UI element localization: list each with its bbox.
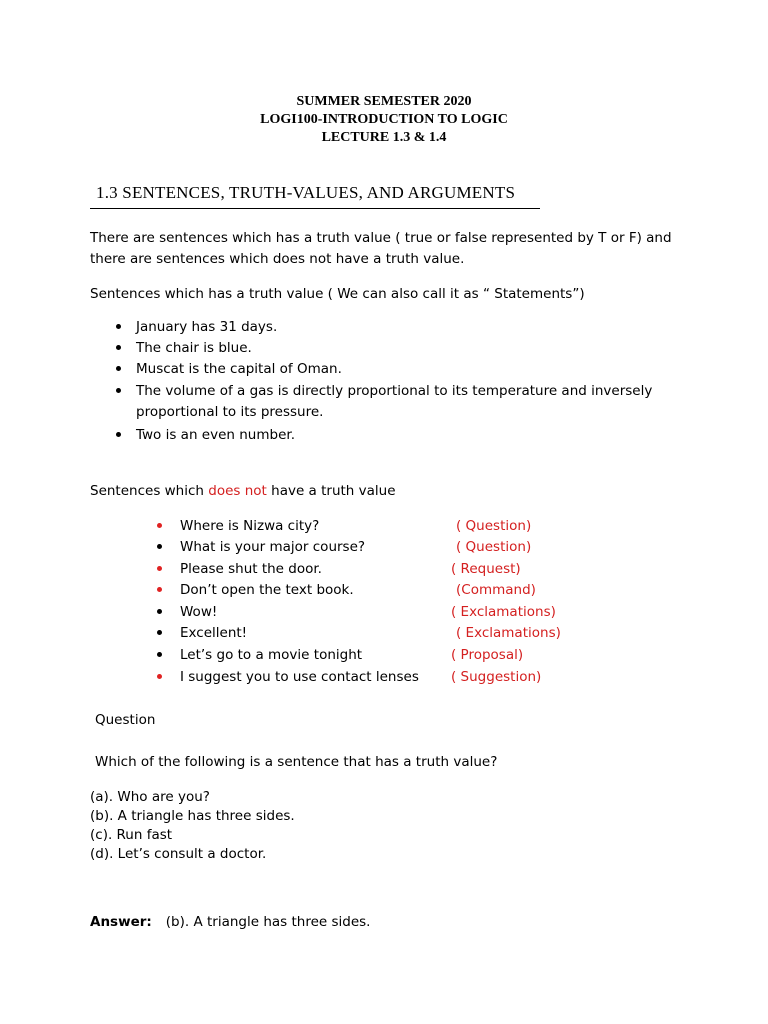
- answer-text: (b). A triangle has three sides.: [165, 914, 371, 930]
- list-item: The chair is blue.: [136, 340, 252, 356]
- answer-line: [90, 912, 370, 933]
- option-a: (a). Who are you?: [90, 789, 210, 805]
- lecture-title: LECTURE 1.3 & 1.4: [321, 130, 447, 145]
- bullet-icon: [157, 544, 162, 549]
- heading-highlight: does not: [208, 483, 267, 499]
- list-item: The volume of a gas is directly proportional to its temperature and inversely: [136, 383, 653, 399]
- option-b: (b). A triangle has three sides.: [90, 808, 295, 824]
- heading-prefix: Sentences which: [90, 483, 209, 499]
- sentence-type-tag: ( Request): [451, 561, 521, 577]
- list-item: Two is an even number.: [136, 427, 295, 443]
- sentence-type-tag: ( Exclamations): [456, 625, 561, 641]
- answer-label: Answer:: [90, 914, 152, 930]
- bullet-icon: [116, 324, 121, 329]
- bullet-icon: [157, 523, 162, 528]
- bullet-icon: [116, 345, 121, 350]
- bullet-icon: [116, 432, 121, 437]
- sentence-type-tag: ( Exclamations): [451, 604, 556, 620]
- course-title: LOGI100-INTRODUCTION TO LOGIC: [260, 112, 508, 127]
- list-item: What is your major course?: [180, 539, 366, 555]
- section-underline: [90, 208, 540, 209]
- bullet-icon: [116, 388, 121, 393]
- sentence-type-tag: (Command): [456, 582, 536, 598]
- section-heading: 1.3 SENTENCES, TRUTH-VALUES, AND ARGUMENTS: [96, 183, 516, 202]
- question-prompt: Which of the following is a sentence that has a truth value?: [95, 754, 498, 770]
- list-item: Muscat is the capital of Oman.: [136, 361, 342, 377]
- list-item: Let’s go to a movie tonight: [180, 647, 363, 663]
- sentence-type-tag: ( Suggestion): [451, 669, 542, 685]
- list-item: Please shut the door.: [180, 561, 322, 577]
- list-item: January has 31 days.: [136, 319, 278, 335]
- list-item: I suggest you to use contact lenses: [180, 669, 419, 685]
- bullet-icon: [157, 652, 162, 657]
- bullet-icon: [116, 366, 121, 371]
- bullet-icon: [157, 630, 162, 635]
- non-statements-heading: [90, 481, 396, 502]
- option-c: (c). Run fast: [90, 827, 173, 843]
- bullet-icon: [157, 609, 162, 614]
- bullet-icon: [157, 566, 162, 571]
- statements-heading: Sentences which has a truth value ( We can also call it as “ Statements”): [90, 286, 585, 302]
- list-item: Wow!: [180, 604, 218, 620]
- bullet-icon: [157, 587, 162, 592]
- question-label: Question: [95, 712, 156, 728]
- heading-suffix: have a truth value: [266, 483, 396, 499]
- list-item: Excellent!: [180, 625, 248, 641]
- list-item: Don’t open the text book.: [180, 582, 354, 598]
- bullet-icon: [157, 674, 162, 679]
- list-item-continuation: proportional to its pressure.: [136, 404, 324, 420]
- intro-line-1: There are sentences which has a truth value ( true or false represented by T or F) and: [90, 230, 672, 246]
- sentence-type-tag: ( Question): [456, 518, 532, 534]
- sentence-type-tag: ( Question): [456, 539, 532, 555]
- option-d: (d). Let’s consult a doctor.: [90, 846, 267, 862]
- semester-title: SUMMER SEMESTER 2020: [296, 94, 472, 109]
- sentence-type-tag: ( Proposal): [451, 647, 524, 663]
- intro-line-2: there are sentences which does not have a truth value.: [90, 251, 465, 267]
- list-item: Where is Nizwa city?: [180, 518, 320, 534]
